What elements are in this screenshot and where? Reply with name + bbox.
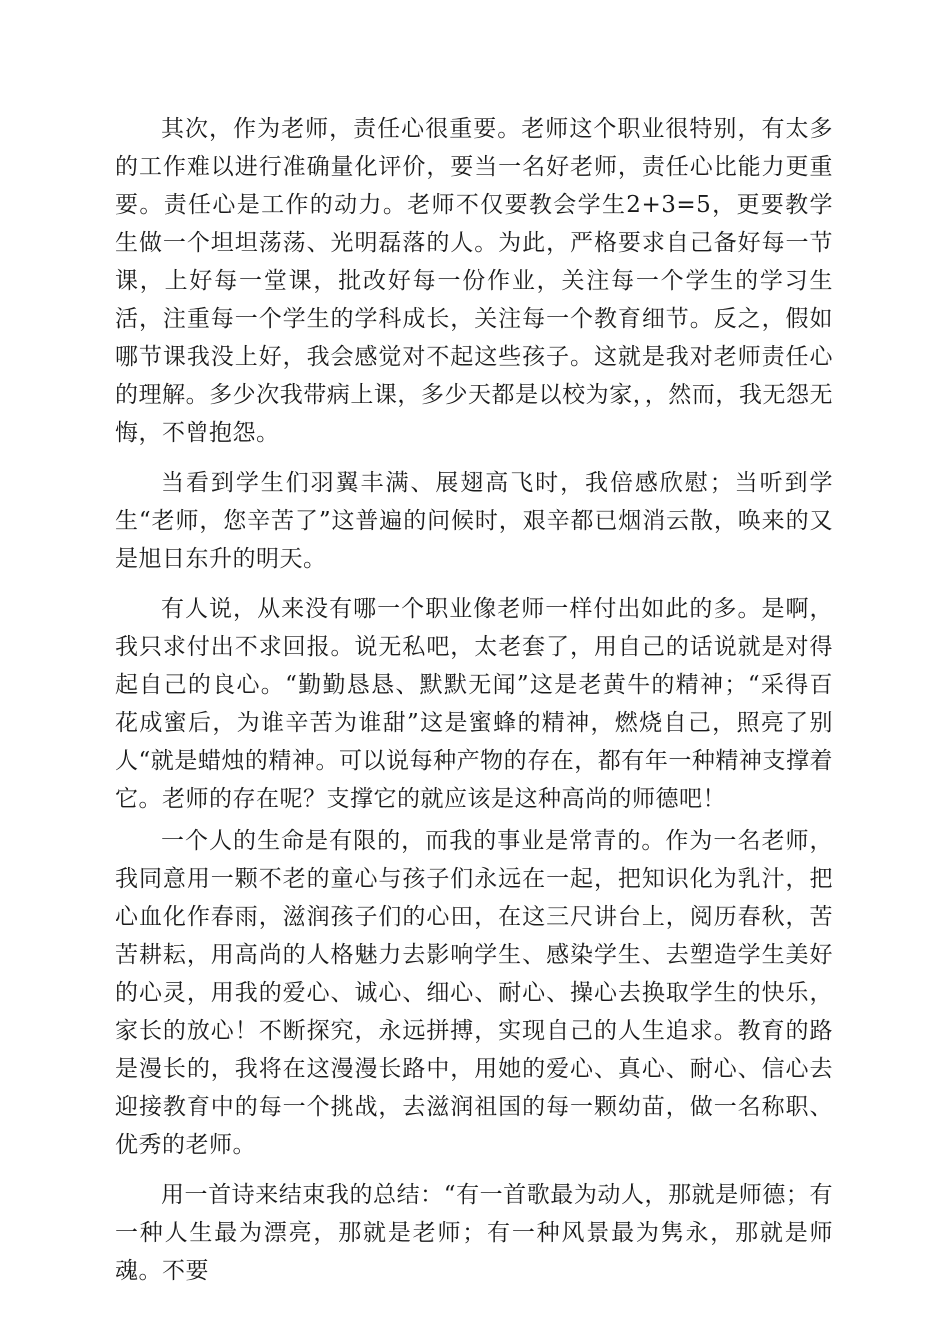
document-body [115, 110, 833, 1290]
paragraph-poem-conclusion: 用一首诗来结束我的总结：“有一首歌最为动人，那就是师德；有一种人生最为漂亮，那就是老师；有一种风景最为隽永，那就是师魂。不要 [115, 1182, 833, 1284]
paragraph-career: 一个人的生命是有限的，而我的事业是常青的。作为一名老师，我同意用一颗不老的童心与孩子们永远在一起，把知识化为乳汁，把心血化作春雨，滋润孩子们的心田，在这三尺讲台上，阅历春秋，苦苦耕耘，用高尚的人格魅力去影响学生、感染学生、去塑造学生美好的心灵，用我的爱心、诚心、细心、耐心、操心去换取学生的快乐，家长的放心！不断探究，永远拼搏，实现自己的人生追求。教育的路是漫长的，我将在这漫漫长路中，用她的爱心、真心、耐心、信心去迎接教育中的每一个挑战，去滋润祖国的每一颗幼苗，做一名称职、优秀的老师。 [115, 828, 833, 1158]
paragraph-responsibility: 其次，作为老师，责任心很重要。老师这个职业很特别，有太多的工作难以进行准确量化评价，要当一名好老师，责任心比能力更重要。责任心是工作的动力。老师不仅要教会学生2+3=5，更要教学生做一个坦坦荡荡、光明磊落的人。为此，严格要求自己备好每一节课，上好每一堂课，批改好每一份作业，关注每一个学生的学习生活，注重每一个学生的学科成长，关注每一个教育细节。反之，假如哪节课我没上好，我会感觉对不起这些孩子。这就是我对老师责任心的理解。多少次我带病上课，多少天都是以校为家，，然而，我无怨无悔，不曾抱怨。 [115, 116, 833, 446]
paragraph-gratitude: 当看到学生们羽翼丰满、展翅高飞时，我倍感欣慰；当听到学生“老师，您辛苦了”这普遍的问候时，艰辛都已烟消云散，唤来的又是旭日东升的明天。 [115, 470, 833, 572]
paragraph-selflessness: 有人说，从来没有哪一个职业像老师一样付出如此的多。是啊，我只求付出不求回报。说无私吧，太老套了，用自己的话说就是对得起自己的良心。“勤勤恳恳、默默无闻”这是老黄牛的精神；“采得百花成蜜后，为谁辛苦为谁甜”这是蜜蜂的精神，燃烧自己，照亮了别人“就是蜡烛的精神。可以说每种产物的存在，都有年一种精神支撑着它。老师的存在呢？支撑它的就应该是这种高尚的师德吧！ [115, 596, 833, 812]
